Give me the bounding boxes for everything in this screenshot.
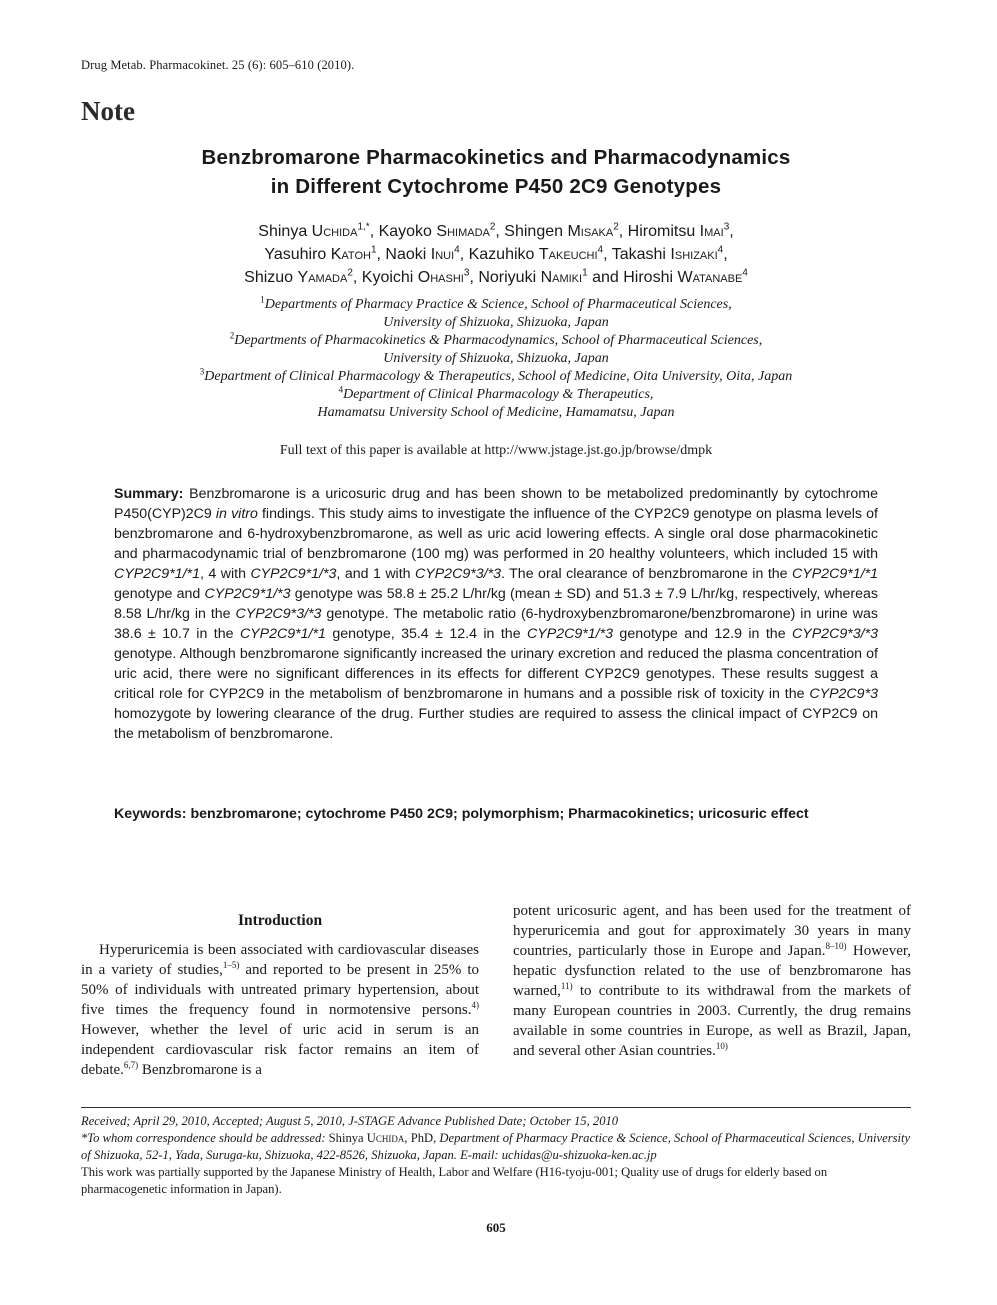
section-label: Note xyxy=(81,96,135,126)
affiliation-1-cont: University of Shizuoka, Shizuoka, Japan xyxy=(383,315,609,330)
author-line-1: Shinya Uchida$^{1,*}$, Kayoko Shimada$^2$, Shingen Misaka$^2$, Hiromitsu Imai$^3$, xyxy=(258,221,734,240)
full-text-note: Full text of this paper is available at http://www.jstage.jst.go.jp/browse/dmpk xyxy=(279,443,713,458)
summary-abstract: Summary: Benzbromarone is a uricosuric drug and has been shown to be metabolized predominantly by cytochrome P450(CYP)2C9 in vitro findings. This study aims to investigate the influence of the CYP2C9 genotype on plasma levels of benzbromarone and 6-hydroxybenzbromarone, as well as uric acid lowering effects. A single oral dose pharmacokinetic and pharmacodynamic trial of benzbromarone (100 mg) was performed in 20 healthy volunteers, which included 15 with CYP2C9*1/*1, 4 with CYP2C9*1/*3, and 1 with CYP2C9*3/*3. The oral clearance of benzbromarone in the CYP2C9*1/*1 genotype and CYP2C9*1/*3 genotype was 58.8 ± 25.2 L/hr/kg (mean ± SD) and 51.3 ± 7.9 L/hr/kg, respectively, whereas 8.58 L/hr/kg in the CYP2C9*3/*3 genotype. The metabolic ratio (6-hydroxybenzbromarone/benzbromarone) in urine was 38.6 ± 10.7 in the CYP2C9*1/*1 genotype, 35.4 ± 12.4 in the CYP2C9*1/*3 genotype and 12.9 in the CYP2C9*3/*3 genotype. Although benzbromarone significantly increased the urinary excretion and reduced the plasma concentration of uric acid, there were no significant differences in its effects for different CYP2C9 genotypes. These results suggest a critical role for CYP2C9 in the metabolism of benzbromarone in humans and a possible risk of toxicity in the CYP2C9*3 homozygote by lowering clearance of the drug. Further studies are required to assess the clinical impact of CYP2C9 on the metabolism of benzbromarone. xyxy=(114,486,878,742)
correspondence: *To whom correspondence should be addressed: Shinya Uchida, PhD, Department of Pharmacy Practice & Science, School of Pharmaceutical Sciences, University of Shizuoka, 52-1, Yada, Suruga-ku, Shizuoka, 422-8526, Shizuoka, Japan. E-mail: uchidas@u-shizuoka-ken.ac.jp xyxy=(81,1131,911,1162)
journal-reference: Drug Metab. Pharmacokinet. 25 (6): 605–610 (2010). xyxy=(81,58,355,72)
intro-paragraph-1: Hyperuricemia is been associated with cardiovascular diseases in a variety of studies,$^{1-5)}$ and reported to be present in 25% to 50% of individuals with untreated primary hypertension, about five times the frequency found in normotensive persons.$^{4)}$ However, whether the level of uric acid in serum is an independent cardiovascular risk factor remains an item of debate.$^{6,7)}$ Benzbromarone is a xyxy=(81,942,479,1078)
affiliation-3: $^3$Department of Clinical Pharmacology & Therapeutics, School of Medicine, Oita University, Oita, Japan xyxy=(199,366,793,384)
affiliation-1: $^1$Departments of Pharmacy Practice & Science, School of Pharmaceutical Sciences, xyxy=(260,294,732,312)
received-dates: Received; April 29, 2010, Accepted; August 5, 2010, J-STAGE Advance Published Date; October 15, 2010 xyxy=(81,1114,619,1128)
intro-paragraph-1-cont: potent uricosuric agent, and has been used for the treatment of hyperuricemia and gout for approximately 30 years in many countries, particularly those in Europe and Japan.$^{8-10)}$ However, hepatic dysfunction related to the use of benzbromarone has warned,$^{11)}$ to contribute to its withdrawal from the markets of many European countries in 2003. Currently, the drug remains available in some countries in Europe, as well as Brazil, Japan, and several other Asian countries.$^{10)}$ xyxy=(513,903,912,1059)
author-line-3: Shizuo Yamada$^2$, Kyoichi Ohashi$^3$, Noriyuki Namiki$^1$ and Hiroshi Watanabe$^4$ xyxy=(244,267,748,286)
paper-title-line-1: Benzbromarone Pharmacokinetics and Pharmacodynamics xyxy=(201,146,791,169)
affiliation-2-cont: University of Shizuoka, Shizuoka, Japan xyxy=(383,351,609,366)
intro-column-right xyxy=(513,901,911,1061)
summary-label: Summary: xyxy=(114,486,184,502)
intro-column-left xyxy=(81,911,479,1080)
affiliation-2: $^2$Departments of Pharmacokinetics & Pharmacodynamics, School of Pharmaceutical Sciences, xyxy=(229,330,763,348)
affiliation-4-cont: Hamamatsu University School of Medicine, Hamamatsu, Japan xyxy=(317,405,675,420)
paper-title-line-2: in Different Cytochrome P450 2C9 Genotypes xyxy=(270,175,722,198)
introduction-heading: Introduction xyxy=(237,912,323,929)
footnotes xyxy=(81,1113,911,1198)
footnote-divider xyxy=(81,1107,911,1108)
funding-note: This work was partially supported by the Japanese Ministry of Health, Labor and Welfare (H16-tyoju-001; Quality use of drugs for elderly based on pharmacogenetic information in Japan). xyxy=(81,1165,828,1196)
affiliation-list xyxy=(81,296,911,422)
author-list xyxy=(81,220,911,289)
keywords-label: Keywords: xyxy=(114,806,187,822)
page-number: 605 xyxy=(486,1220,506,1235)
author-line-2: Yasuhiro Katoh$^1$, Naoki Inui$^4$, Kazuhiko Takeuchi$^4$, Takashi Ishizaki$^4$, xyxy=(264,244,728,263)
keywords: Keywords: benzbromarone; cytochrome P450 2C9; polymorphism; Pharmacokinetics; uricosuric effect xyxy=(114,806,809,822)
affiliation-4: $^4$Department of Clinical Pharmacology & Therapeutics, xyxy=(338,384,654,402)
